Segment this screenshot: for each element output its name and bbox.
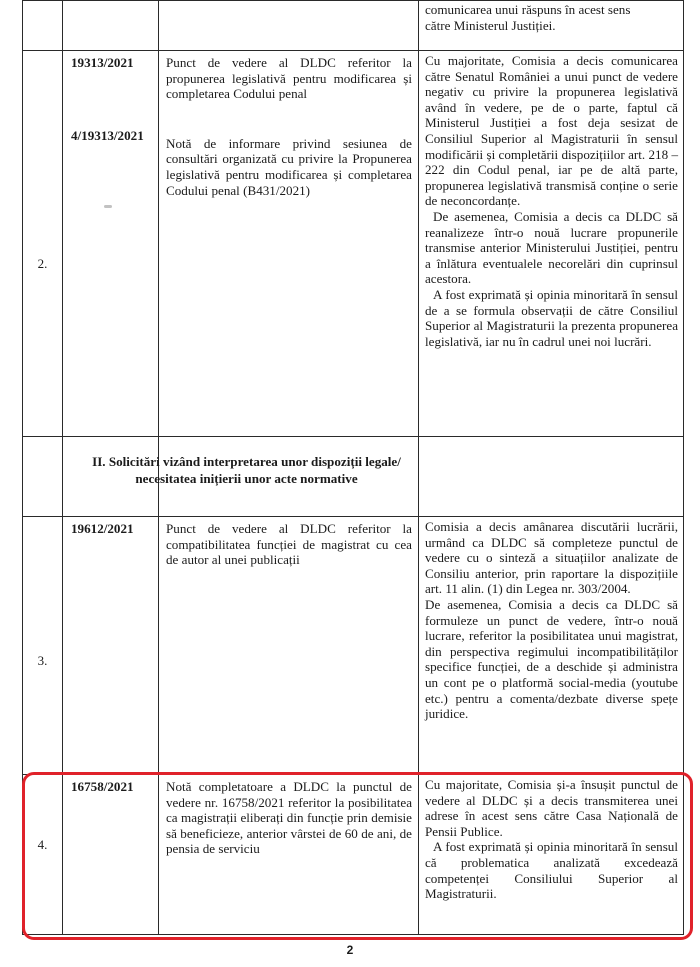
section-row	[23, 437, 684, 517]
decision-cell	[419, 51, 684, 437]
decision-paragraph: A fost exprimată și opinia minoritară în sensul de a se formula observații de către Consiliul Superior al Magistraturii la prezenta propunerea legislativă, iar nu în cadrul unei noi lucrări.	[425, 286, 678, 349]
subject-text: Notă de informare privind sesiunea de consultări organizată cu privire la Propunerea legislativă pentru modificarea și completarea Codului penal (B431/2021)	[166, 135, 412, 198]
decision-paragraph: De asemenea, Comisia a decis ca DLDC să formuleze un punct de vedere, într-o nouă lucrare, referitor la posibilitatea unui magistrat, din perspectiva regimului incompatibilităților specifice funcției, de a deschide și administra un cont pe o platformă social-media (youtube etc.) pentru a comenta/dezbate diverse spețe juridice.	[425, 596, 678, 722]
table-row-2	[23, 51, 684, 437]
decision-line: comunicarea unui răspuns în acest sens	[425, 2, 631, 17]
registration-cell	[63, 775, 159, 935]
decision-paragraph: A fost exprimată și opinia minoritară în sensul că problematica analizată excedează competenței Consiliului Superior al Magistraturii.	[425, 839, 678, 902]
section-title: II. Solicitări vizând interpretarea unor dispoziții legale/ necesitatea inițierii unor acte normative	[92, 454, 401, 486]
subject-text: Notă completatoare a DLDC la punctul de vedere nr. 16758/2021 referitor la posibilitatea ca magistrații eliberați din funcție prin demisie să beneficieze, anterior vârstei de 60 de ani, de pensia de serviciu	[166, 779, 412, 857]
decision-cell	[419, 437, 684, 517]
row-number-cell	[23, 1, 63, 51]
subject-cell	[159, 51, 419, 437]
row-number: 4.	[23, 775, 63, 935]
decision-paragraph: Comisia a decis amânarea discutării lucrării, urmând ca DLDC să completeze punctul de vedere cu o sinteză a situațiilor analizate de Consiliu anterior, prin raportare la dispozițiile art. 11 alin. (1) din Legea nr. 303/2004.	[425, 519, 678, 597]
row-number: 3.	[23, 517, 63, 775]
row-number-cell	[23, 437, 63, 517]
decision-paragraph: De asemenea, Comisia a decis ca DLDC să reanalizeze într-o nouă lucrare propunerile transmise anterior Ministerului Justiției, pentru a înlătura eventualele necorelări din cuprinsul acestora.	[425, 208, 678, 287]
row-number: 2.	[23, 51, 63, 437]
page-number: 2	[346, 943, 354, 957]
minutes-table	[22, 0, 684, 935]
decision-cell	[419, 517, 684, 775]
section-title-cell	[92, 437, 419, 517]
table-row-3	[23, 517, 684, 775]
registration-number: 16758/2021	[71, 779, 134, 794]
decision-paragraph: Cu majoritate, Comisia a decis comunicarea către Senatul României a unui punct de vedere negativ cu privire la propunerea legislativă având în vedere, pe de o parte, faptul că Ministerul Justiției a fost deja sesizat de Consiliul Superior al Magistraturii în sensul modificării și completării dispozițiilor art. 218 – 222 din Codul penal, iar pe de altă parte, propunerea legislativă transmisă conține o serie de neconcordanțe.	[425, 53, 678, 209]
registration-cell	[63, 51, 159, 437]
subject-cell	[159, 517, 419, 775]
decision-cell	[419, 1, 684, 51]
registration-cell	[63, 1, 159, 51]
subject-text: Punct de vedere al DLDC referitor la compatibilitatea funcției de magistrat cu cea de autor al unei publicații	[166, 521, 412, 568]
table-row-4	[23, 775, 684, 935]
registration-number: 19612/2021	[71, 521, 134, 536]
subject-cell	[159, 1, 419, 51]
scan-artifact	[104, 205, 112, 208]
decision-cell	[419, 775, 684, 935]
registration-number: 4/19313/2021	[71, 127, 144, 143]
subject-text: Punct de vedere al DLDC referitor la propunerea legislativă pentru modificarea și completarea Codului penal	[166, 55, 412, 102]
registration-cell	[63, 517, 159, 775]
decision-paragraph: Cu majoritate, Comisia și-a însușit punctul de vedere al DLDC și a decis transmiterea unei adrese în acest sens către Casa Națională de Pensii Publice.	[425, 777, 678, 839]
decision-line: către Ministerul Justiției.	[425, 17, 556, 33]
registration-number: 19313/2021	[71, 55, 134, 70]
table-row-continuation	[23, 1, 684, 51]
subject-cell	[159, 775, 419, 935]
